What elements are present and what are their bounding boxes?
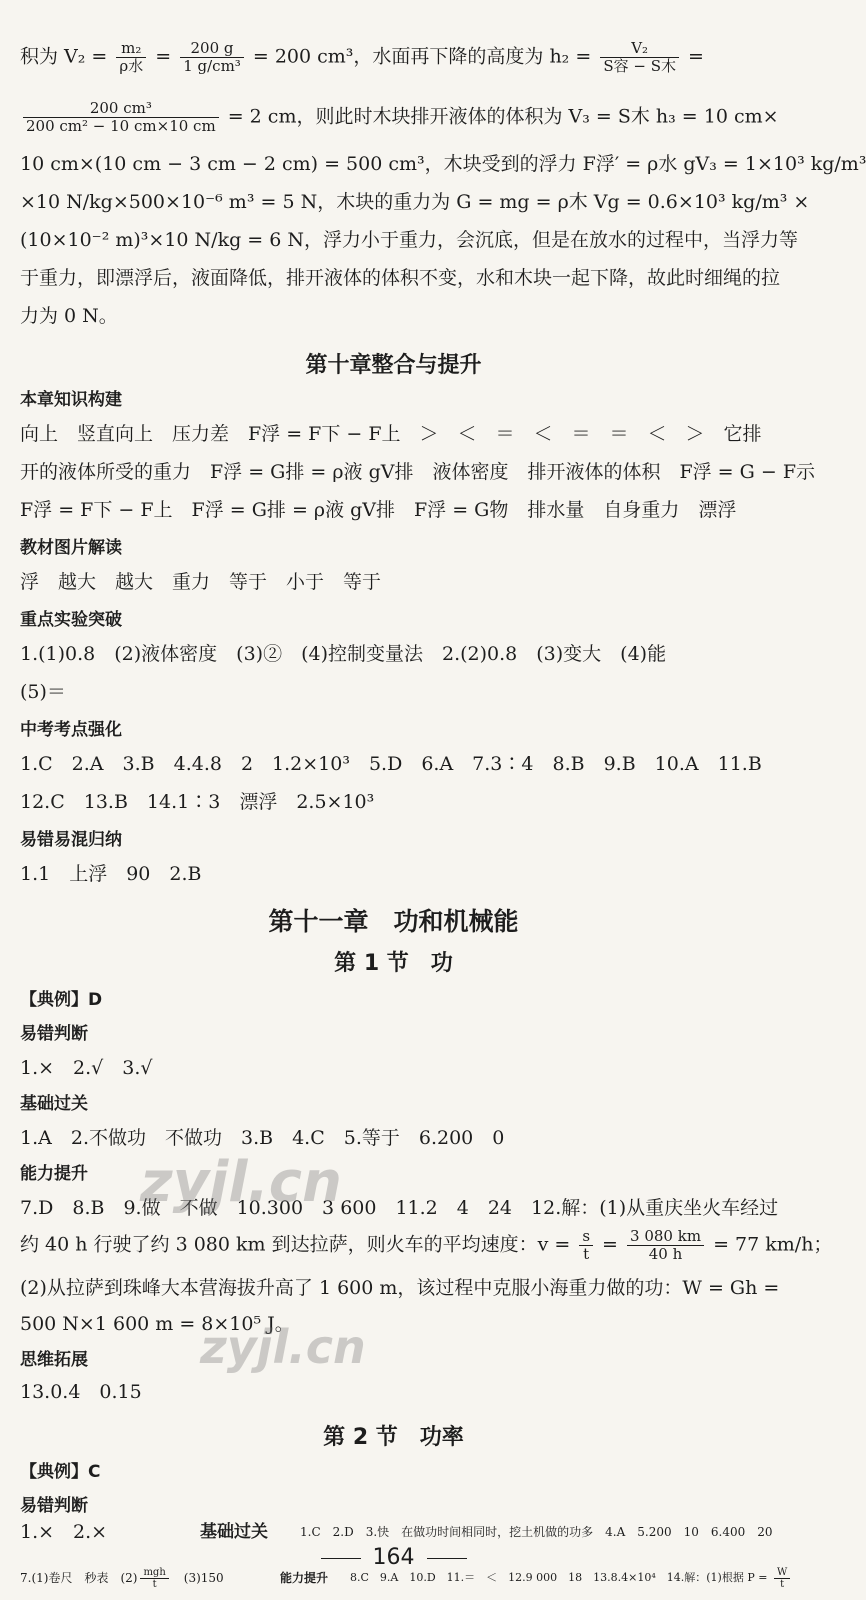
answer-line: 1.× 2.√ 3.√ bbox=[20, 1057, 153, 1079]
fraction: $\frac{W}{t}$ bbox=[774, 1567, 790, 1590]
example-answer: 【典例】C bbox=[20, 1462, 101, 1482]
page-number: 164 bbox=[0, 1545, 787, 1570]
answer-line: 向上 竖直向上 压力差 F浮 = F下 − F上 ＞ ＜ ＝ ＜ ＝ ＝ ＜ ＞ 它排 bbox=[20, 423, 762, 445]
section-heading: 基础过关 bbox=[20, 1094, 88, 1114]
chapter-10-title: 第十章整合与提升 bbox=[305, 353, 482, 378]
section-heading: 中考考点强化 bbox=[20, 720, 122, 740]
fraction: $\frac{200 g}{\text{1 g/cm³}}$ bbox=[180, 40, 244, 75]
watermark: zyjl.cn bbox=[200, 1320, 366, 1374]
line-4: ×10 N/kg×500×10⁻⁶ m³ = 5 N，木块的重力为 G = mg = ρ木 Vg = 0.6×10³ kg/m³ × bbox=[20, 191, 810, 213]
section-heading: 易错易混归纳 bbox=[20, 830, 122, 850]
answer-line: 13.0.4 0.15 bbox=[20, 1381, 142, 1403]
answer-line: 1.A 2.不做功 不做功 3.B 4.C 5.等于 6.200 0 bbox=[20, 1127, 505, 1149]
section-heading: 基础过关 bbox=[200, 1522, 268, 1542]
chapter-11-title: 第十一章 功和机械能 bbox=[268, 907, 519, 936]
answer-line: 7.(1)卷尺 秒表 (2) mgh t (3)150 bbox=[20, 1567, 224, 1590]
section-2-title: 第 2 节 功率 bbox=[323, 1425, 464, 1450]
section-heading: 教材图片解读 bbox=[20, 538, 122, 558]
answer-line: 1.× 2.× bbox=[20, 1521, 108, 1543]
watermark: zyjl.cn bbox=[140, 1150, 342, 1215]
section-1-title: 第 1 节 功 bbox=[334, 951, 453, 976]
answer-line: 1.1 上浮 90 2.B bbox=[20, 863, 202, 885]
fraction: mgh t bbox=[140, 1567, 168, 1590]
answer-line: 500 N×1 600 m = 8×10⁵ J。 bbox=[20, 1313, 294, 1335]
line-6: 于重力，即漂浮后，液面降低，排开液体的体积不变，水和木块一起下降，故此时细绳的拉 bbox=[20, 267, 781, 289]
line-3: 10 cm×(10 cm − 3 cm − 2 cm) = 500 cm³，木块受到的浮力 F浮′ = ρ水 gV₃ = 1×10³ kg/m³ bbox=[20, 153, 866, 175]
line-7: 力为 0 N。 bbox=[20, 305, 118, 327]
section-heading: 易错判断 bbox=[20, 1496, 88, 1516]
section-heading: 本章知识构建 bbox=[20, 390, 122, 410]
answer-line: 1.C 2.D 3.快 在做功时间相同时，挖土机做的功多 4.A 5.200 10 6.400 20 bbox=[300, 1525, 773, 1539]
fraction: m₂ ρ水 bbox=[116, 40, 146, 75]
answer-line: F浮 = F下 − F上 F浮 = G排 = ρ液 gV排 F浮 = G物 排水量 自身重力 漂浮 bbox=[20, 499, 737, 521]
example-answer: 【典例】D bbox=[20, 990, 103, 1010]
fraction: $\frac{3 080 km}{40 h}$ bbox=[627, 1228, 704, 1263]
section-heading: 重点实验突破 bbox=[20, 610, 122, 630]
section-heading: 能力提升 bbox=[20, 1164, 88, 1184]
line-1: 积为 V₂ = m₂ ρ水 = $\frac{200 g}{\text{1 g/cm³}}$ = 200 cm³，水面再下降的高度为 h₂ = V₂ S容 − S木 = bbox=[20, 39, 704, 75]
section-heading: 思维拓展 bbox=[20, 1350, 88, 1370]
answer-line: 1.(1)0.8 (2)液体密度 (3)② (4)控制变量法 2.(2)0.8 (3)变大 (4)能 bbox=[20, 643, 667, 665]
section-heading: 能力提升 bbox=[280, 1571, 329, 1585]
answer-line: (5)＝ bbox=[20, 681, 66, 703]
answer-line: 约 40 h 行驶了约 3 080 km 到达拉萨，则火车的平均速度：v = $\frac{s}{t}$ = $\frac{3 080 km}{40 h}$ = 77 km/h； bbox=[20, 1227, 833, 1263]
answer-line: (2)从拉萨到珠峰大本营海拔升高了 1 600 m，该过程中克服小海重力做的功：W = Gh = bbox=[20, 1277, 780, 1299]
answer-line: 开的液体所受的重力 F浮 = G排 = ρ液 gV排 液体密度 排开液体的体积 F浮 = G − F示 bbox=[20, 461, 815, 483]
answer-line: 12.C 13.B 14.1∶3 漂浮 2.5×10³ bbox=[20, 791, 375, 813]
answer-line: 8.C 9.A 10.D 11.＝ ＜ 12.9 000 18 13.8.4×10⁴ 14.解：(1)根据 P = $\frac{W}{t}$ bbox=[350, 1566, 767, 1590]
answer-line: 7.D 8.B 9.做 不做 10.300 3 600 11.2 4 24 12.解：(1)从重庆坐火车经过 bbox=[20, 1197, 779, 1219]
line-2: $\frac{\text{200 cm³}}{\text{200 cm² − 10 cm×10 cm}}$ = 2 cm，则此时木块排开液体的体积为 V₃ = S木 h₃ = 10 cm× bbox=[20, 100, 767, 135]
line-5: (10×10⁻² m)³×10 N/kg = 6 N，浮力小于重力，会沉底，但是在放水的过程中，当浮力等 bbox=[20, 229, 799, 251]
fraction: $\frac{\text{200 cm³}}{\text{200 cm² − 10 cm×10 cm}}$ bbox=[23, 100, 219, 135]
answer-line: 1.C 2.A 3.B 4.4.8 2 1.2×10³ 5.D 6.A 7.3∶4 8.B 9.B 10.A 11.B bbox=[20, 753, 762, 775]
fraction: V₂ S容 − S木 bbox=[600, 40, 679, 75]
fraction: $\frac{s}{t}$ bbox=[579, 1228, 593, 1263]
answer-line: 浮 越大 越大 重力 等于 小于 等于 bbox=[20, 571, 382, 593]
section-heading: 易错判断 bbox=[20, 1024, 88, 1044]
